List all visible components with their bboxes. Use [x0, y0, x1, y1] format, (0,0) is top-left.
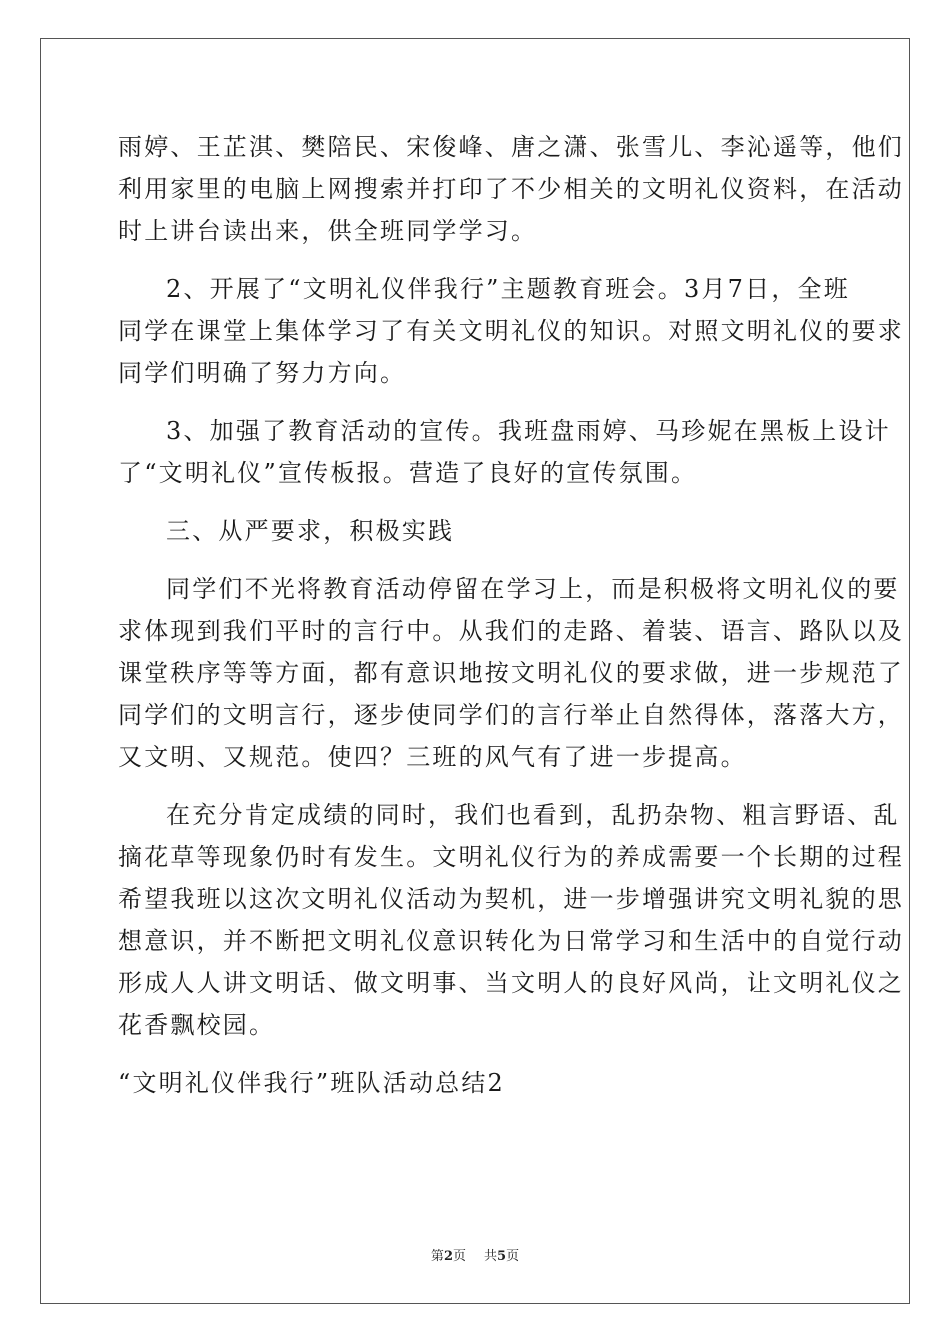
page-footer — [0, 1245, 950, 1264]
text-line: 想意识，并不断把文明礼仪意识转化为日常学习和生活中的自觉行动 — [118, 927, 904, 955]
text-line: 形成人人讲文明话、做文明事、当文明人的良好风尚，让文明礼仪之 — [118, 969, 904, 997]
text-line: 花香飘校园。 — [118, 1011, 276, 1039]
paragraph — [118, 126, 904, 252]
document-title — [118, 1062, 838, 1104]
section-heading — [118, 510, 838, 552]
total-prefix: 共 — [484, 1249, 498, 1264]
text-line: 求体现到我们平时的言行中。从我们的走路、着装、语言、路队以及 — [118, 617, 904, 645]
text-line: 了“文明礼仪”宣传板报。营造了良好的宣传氛围。 — [118, 459, 698, 487]
paragraph — [118, 410, 891, 494]
text-line: 时上讲台读出来，供全班同学学习。 — [118, 217, 538, 245]
text-line: 希望我班以这次文明礼仪活动为契机，进一步增强讲究文明礼貌的思 — [118, 885, 904, 913]
text-line: 雨婷、王芷淇、樊陪民、宋俊峰、唐之潇、张雪儿、李沁遥等，他们 — [118, 133, 904, 161]
text-line: 同学们明确了努力方向。 — [118, 359, 407, 387]
document-body — [118, 126, 904, 1120]
text-line: 摘花草等现象仍时有发生。文明礼仪行为的养成需要一个长期的过程 — [118, 843, 904, 871]
heading-text: 三、从严要求，积极实践 — [166, 517, 455, 545]
total-suffix: 页 — [506, 1249, 520, 1264]
text-line: 利用家里的电脑上网搜索并打印了不少相关的文明礼仪资料，在活动 — [118, 175, 904, 203]
text-line: 同学们的文明言行，逐步使同学们的言行举止自然得体，落落大方， — [118, 701, 904, 729]
text-line: 课堂秩序等等方面，都有意识地按文明礼仪的要求做，进一步规范了 — [118, 659, 904, 687]
text-line: 同学们不光将教育活动停留在学习上，而是积极将文明礼仪的要 — [166, 575, 900, 603]
text-line: 又文明、又规范。使四？三班的风气有了进一步提高。 — [118, 743, 747, 771]
current-page-number: 2 — [443, 1249, 453, 1264]
title-text: “文明礼仪伴我行”班队活动总结2 — [118, 1069, 506, 1097]
paragraph — [118, 794, 904, 1046]
page-suffix: 页 — [452, 1249, 466, 1264]
text-line: 在充分肯定成绩的同时，我们也看到，乱扔杂物、粗言野语、乱 — [166, 801, 900, 829]
text-line: 3、加强了教育活动的宣传。我班盘雨婷、马珍妮在黑板上设计 — [166, 417, 891, 445]
text-line: 2、开展了“文明礼仪伴我行”主题教育班会。3月7日，全班 — [166, 275, 850, 303]
total-pages-number: 5 — [497, 1249, 507, 1264]
text-line: 同学在课堂上集体学习了有关文明礼仪的知识。对照文明礼仪的要求 — [118, 317, 904, 345]
page-prefix: 第 — [430, 1249, 444, 1264]
paragraph — [118, 568, 904, 778]
paragraph — [118, 268, 904, 394]
